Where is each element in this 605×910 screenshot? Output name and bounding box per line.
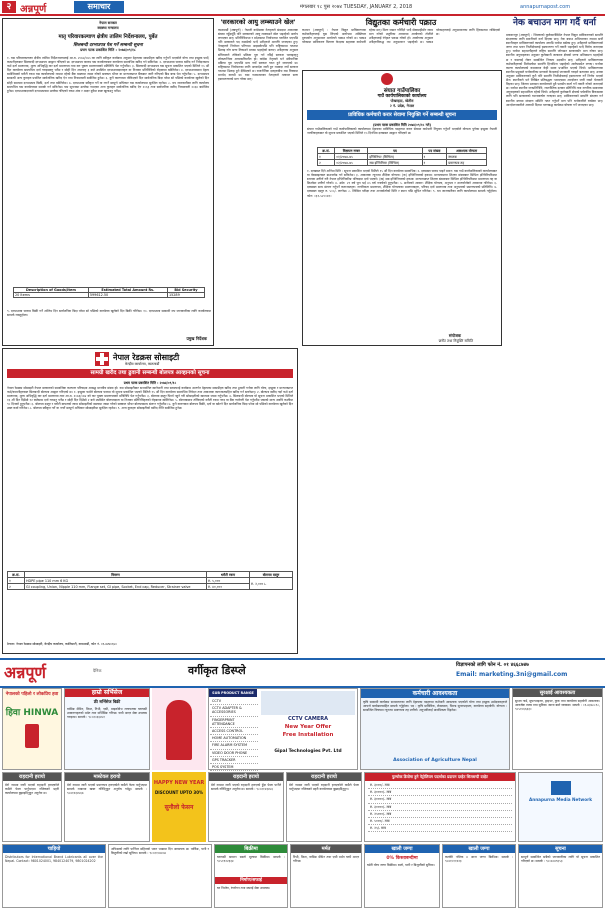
tender-col-amount: Estimated Total Amount Rs.	[88, 288, 167, 293]
notice-body: १. यस परिवारकल्याण क्षेत्रीय तालिम निर्देशनालयलाई आ.व. २०७४/०७५ का लागि स्वीकृत कार्यक्रम अनुसार देहायका सामग्रीहरु खरिद गर्नुपर्ने भएकोले योग्य तथा इच्छुक फर्म/कम्पनीहरुबाट सिलबन्दी दरभाउपत्र आह्वान गरिएको छ। दरभाउपत्र फाराम यस कार्यालयबाट कार्यालय समयभित्र खरिद गर्न सकिनेछ। २. दरभाउपत्र फाराम खरिद गर्न निवेदनसाथ फर्म दर्ता प्रमाणपत्र, मूल्य अभिवृद्धि कर दर्ता प्रमाणपत्र तथा कर चुक्ता प्रमाणपत्रको प्रतिलिपि पेश गर्नुपर्नेछ। ३. सिलबन्दी दरभाउपत्र यस सूचना प्रकाशित भएको मितिले १५ औं दिन कार्यालय समयभित्र दर्ता गराइसक्नु पर्नेछ र सोही दिन अपरान्ह ३ बजे उपस्थित दरभाउपत्रदाताहरु वा निजका प्रतिनिधिको रोहबरमा खोलिनेछ। ४. दरभाउपत्रसाथ देहाय बमोजिमको धरौटी रकम यस कार्यालयको नाममा रहेको बैंक खातामा जम्मा गरेको सक्कल भौचर वा मान्यताप्राप्त बैंकबाट जारी गरिएको बिड बण्ड पेश गर्नुपर्नेछ। ५. दरभाउपत्र सम्बन्धी अन्य कुराहरु प्रचलित सार्वजनिक खरिद ऐन तथा नियमावली बमोजिम हुनेछ। ६. कुनै कारणवश तोकिएको दिन सार्वजनिक बिदा परेमा सो पछिको कार्यालय खुलेको दिन सोही समयमा दरभाउपत्र बिक्री, दर्ता तथा खोलिनेछ। ७. दरभाउपत्र स्वीकृत गर्ने वा नगर्ने सम्पूर्ण अधिकार यस कार्यालयमा सुरक्षित रहनेछ। ८. थप जानकारीका लागि कार्यालय समयभित्र यस कार्यालयमा सम्पर्क गर्न सकिनेछ। यस सूचनामा उल्लेख नभएका अन्य कुराहरु सार्वजनिक खरिद ऐन २०६३ तथा सार्वजनिक खरिद नियमावली २०६४ बमोजिम हुनेछ। दरभाउपत्रदाताले दरभाउपत्रमा उल्लेख गरिएको रकम अंक र अक्षर दुवैमा स्पष्ट खुलाउनु पर्नेछ।	[7, 56, 209, 93]
sunaulo-text: सुनौलो फेसन	[164, 804, 194, 811]
ad-cctv-item: CCTV	[210, 698, 258, 705]
recruit-r1-c5: स्नातक	[447, 154, 487, 160]
land2-body: कलंकी नजिक ४ आना जग्गा बिक्रीमा। सम्पर्क : ९८४१०११२२३	[445, 855, 513, 864]
recruit-banner: प्राविधिक कर्मचारी करार सेवामा नियुक्ति गर्ने सम्बन्धी सूचना	[307, 110, 497, 120]
ad-services-head: हाम्रो सर्भिसेज	[65, 689, 149, 697]
ad-services-sub: फ्री सर्भिसेज बिक्री	[93, 699, 121, 704]
recruit-body: १. दरखास्त दिने अन्तिम मिति : सूचना प्रकाशित भएको मितिले १५ औं दिन कार्यालय समयभित्र। २. दरखास्त फारम पाइने स्थान: यस गाउँ कार्यपालिकाको कार्यालयबाट वा वेबसाइटबाट डाउनलोड गर्न सकिनेछ। ३. आवश्यक न्यूनतम शैक्षिक योग्यता: (क) इन्जिनियरको हकमा: मान्यताप्राप्त शिक्षण संस्थाबाट सिभिल इन्जिनियरिङमा स्नातक उत्तीर्ण गरी नेपाल इन्जिनियरिङ परिषदमा दर्ता भएको। (ख) सब इन्जिनियरको हकमा: मान्यताप्राप्त शिक्षण संस्थाबाट सिभिल इन्जिनियरिङमा प्रमाणपत्र तह वा डिप्लोमा उत्तीर्ण गरेको। ४. उमेर: २१ वर्ष पूरा भई ४५ वर्ष ननाघेको हुनुपर्नेछ। ५. छनौटको आधार: शैक्षिक योग्यता, अनुभव र अन्तर्वार्ताको आधारमा गरिनेछ। ६. दरखास्त साथ संलग्न गर्नुपर्ने कागजातहरु: नागरिकता प्रमाणपत्र, शैक्षिक योग्यताका प्रमाणपत्रहरु, परिषद दर्ता प्रमाणपत्र तथा अनुभवको प्रमाणपत्रको प्रतिलिपि। ७. दरखास्त दस्तुर रु. ५००/- लाग्नेछ। ८. लिखित परीक्षा तथा अन्तर्वार्ताको मिति र स्थान पछि सूचित गरिनेछ। ९. थप जानकारीका लागि कार्यालयमा सम्पर्क गर्नुहोला। फोन: ०३१-५२००७९।	[307, 169, 497, 198]
classified-brand-sub: दैनिक	[93, 668, 102, 673]
redcross-row2-deposit: रु. ४०,०००	[207, 584, 250, 590]
ad-security[interactable]	[512, 688, 603, 770]
redcross-sub: प्रथम पटक प्रकाशित मिति : २०७४/०९/१८	[123, 381, 177, 385]
ad-media-network[interactable]	[518, 772, 603, 842]
tender-cell-items: 20 Items	[14, 293, 89, 298]
article4-title: नेक बचाउन माग गर्दै धर्ना	[512, 18, 597, 28]
ad-cctv[interactable]	[208, 688, 358, 770]
article4-body: मकवानपुर (अन्नपूर्ण) : जिल्लाको कुलेखानीस्थित नेपाल विद्युत प्राधिकरणको सम्पत्ति संरक्षणका लागि स्थानीयले धर्ना दिएका छन्। नेक बचाउ अभियानका नाममा सयौं स्थानीयहरु प्राधिकरणको कार्यालय अगाडि धर्नामा बसेका हुन्। उनीहरुले प्राधिकरणको जग्गा तथा भवन निजीक्षेत्रलाई हस्तान्तरण गर्ने तयारी भइरहेको भन्दै विरोध जनाएका हुन्। धर्नामा सहभागीहरुले राष्ट्रिय सम्पत्ति जोगाउन सरकारसँग माग गरेका छन्। स्थानीय अगुवाहरुका अनुसार कुलेखानी जलाशय क्षेत्रको जग्गा अतिक्रमण भइरहेको छ र यसलाई रोक्न सम्बन्धित निकाय उदासीन छन्। उनीहरुले प्राधिकरणका कर्मचारीहरुको मिलेमतोमा सम्पत्ति हिनामिना भइरहेको आरोपसमेत लगाए। धर्नाका कारण कार्यालयको कामकाज केही समय प्रभावित भएको थियो। प्राधिकरणका स्थानीय प्रमुखले धर्नाकारीका मागबारे केन्द्रलाई जानकारी गराइने बताएका छन्। उनका अनुसार प्राधिकरणको कुनै पनि सम्पत्ति निजीक्षेत्रलाई हस्तान्तरण गर्ने निर्णय भएको छैन। स्थानीयले भने लिखित प्रतिबद्धता नआएसम्म आन्दोलन जारी राख्ने चेतावनी दिएका छन्। जिल्ला प्रशासन कार्यालयले दुवै पक्षसँग वार्ता गर्ने तयारी गरेको जनाएको छ। धर्नामा स्थानीय जनप्रतिनिधि, राजनीतिक दलका प्रतिनिधि तथा नागरिक समाजका अगुवाहरुको सहभागिता रहेको थियो। उनीहरुले कुलेखानी क्षेत्रको पर्यटकीय विकासका लागि पनि सरकारको ध्यानाकर्षण गराएका छन्। प्राधिकरणको सम्पत्ति संरक्षण गर्न स्थानीय स्तरमा संरक्षण समिति गठन गर्नुपर्ने माग पनि धर्नाकारीले राखेका छन्। आन्दोलनकारीले आगामी दिनमा चरणबद्ध कार्यक्रम घोषणा गर्ने जनाएका छन्।	[506, 33, 603, 107]
construction-head: निर्माण/सफाई	[215, 877, 287, 884]
tender-cell-security: 15289	[167, 293, 204, 298]
ad-hinwa[interactable]	[2, 688, 62, 770]
notice-footer-text: ९. दरभाउपत्र फाराम बिक्री गर्ने अन्तिम दिन सार्वजनिक बिदा परेमा सो पछिको कार्यालय खुलेको दिन बिक्री गरिनेछ। १०. दरभाउपत्र सम्बन्धी थप जानकारीका लागि कार्यालयमा सम्पर्क राख्नुहोला।	[7, 309, 211, 318]
rate-row: रु. ३००००/- मात्र	[368, 789, 512, 796]
ad-cctv-item: FIRE ALARM SYSTEM	[210, 742, 258, 749]
wanted-body: Distributors for International Brand Lubricants all over the Nepal. Contact: 9801024001, 9840124079, 9801024202	[5, 855, 103, 864]
ad-cctv-item: ACCESS CONTROL	[210, 728, 258, 735]
recruit-r2-c3: सब इन्जिनियर (सिभिल)	[368, 160, 422, 166]
article2-title: 'सरकारको आयु लम्ब्याउने खेल'	[220, 18, 296, 26]
redcross-fee: रु. २,०००।–	[250, 578, 293, 590]
article2-body: काठमाडौं (अन्नपूर्ण) : नेपाली कांग्रेसका नेताहरुले संसदमा आवश्यक संख्या नहुँदाहुँदै पनि सरकारको आयु लम्ब्याउने खेल भइरहेको आरोप लगाएका छन्। प्रतिनिधिसभा र प्रदेशसभा निर्वाचनमा पराजित भएपछि पनि सरकारले पद नछाडेको भन्दै उनीहरुले आपत्ति जनाएका हुन्। नेताहरुले निर्वाचन परिणाम आइसकेपछि पनि राष्ट्रियसभा गठनमा ढिलाइ गरेर सत्ता टिकाउने प्रयास भइरहेको बताए। उनीहरुका अनुसार संविधानले तोकेको प्रक्रिया पूरा गर्न नदिई सरकार चलाइरहनु लोकतान्त्रिक अभ्यासविपरीत हो। कांग्रेस नेतृत्वले भने संवैधानिक प्रक्रिया पूरा भएपछि मात्र नयाँ सरकार गठन हुने जनाएको छ। राष्ट्रियसभा निर्वाचनका लागि अध्यादेश जारी हुन नसक्दा नयाँ सरकार गठनमा ढिलाइ हुने देखिएको छ। राजनीतिक दलहरुबीच यस विषयमा मतभेद कायमै छ। वाम गठबन्धनका नेताहरुले तत्काल सत्ता हस्तान्तरणको माग गरेका छन्।	[218, 28, 298, 82]
rate-row: रु. ३०००/- मात्र	[368, 782, 512, 789]
recruit-r2-c1: २	[318, 160, 335, 166]
ad-notice[interactable]	[518, 844, 603, 908]
ad-cctv-item: HOME AUTOMATION	[210, 735, 258, 742]
ad-lost-2[interactable]	[64, 772, 150, 842]
recruit-r2-c2: ०२/२०७४-७५	[335, 160, 368, 166]
recruit-col-post: पद	[368, 148, 422, 154]
ad-security-head: सुरक्षाई आवश्यकता	[513, 689, 602, 697]
bottle-icon	[25, 724, 39, 748]
ad-petroleum-rates[interactable]	[364, 772, 516, 842]
ad-cctv-offer: New Year Offer	[284, 724, 332, 730]
ad-hinwa-head: नेपालको पहिलो र लोकप्रिय हवा	[5, 692, 59, 697]
classified-title: वर्गीकृत डिस्प्ले	[188, 664, 246, 677]
redcross-col-sn: क्र.सं.	[8, 572, 25, 578]
ad-cctv-item: POS SYSTEM	[210, 764, 258, 771]
classified-brand: अन्नपूर्ण	[4, 663, 47, 682]
notice-head: सूचना	[519, 845, 602, 853]
page-number: २	[2, 1, 16, 13]
tender-table	[13, 287, 205, 298]
recruit-col-count: पद संख्या	[422, 148, 447, 154]
lost4-head: राहदानी हरायो	[287, 773, 361, 781]
lost2-head: मास्टेयल हरायो	[65, 773, 149, 781]
rate-row: रु. २५/- मात्र	[368, 825, 512, 832]
forsale-head: बिक्रीमा	[215, 845, 287, 853]
ad-for-sale[interactable]	[214, 844, 288, 908]
discount-text: DISCOUNT UPTO 30%	[154, 790, 204, 795]
rate-row: रु. २५०००/- मात्र	[368, 811, 512, 818]
recruit-r2-c4: १	[422, 160, 447, 166]
redcross-row1-deposit: रु. ५,०००	[207, 578, 250, 584]
redcross-logo-icon	[95, 352, 109, 366]
ad-cctv-banner: CCTV CAMERA	[287, 716, 328, 722]
ad-lost-3[interactable]	[208, 772, 284, 842]
construction-body: घर निर्माण, रंगरोगन तथा सफाई सेवा उपलब्ध।	[217, 886, 271, 890]
model-image	[166, 700, 192, 760]
redcross-body: नेपाल रेडक्रस सोसाइटी नेपाल सरकारको सामाजिक कल्याण परिषदमा आबद्ध मानवीय संस्था हो। यस सोसाइटीबाट सञ्चालित खानेपानी तथा सरसफाई कार्यक्रम अन्तर्गत देहायका सामग्रीहरु खरिद तथा ढुवानी गर्नका लागि योग्य, इच्छुक र मान्यताप्राप्त फर्म/कम्पनीहरुबाट सिलबन्दी बोलपत्र आह्वान गरिएको छ। १. इच्छुक फर्मले बोलपत्र फाराम यो सूचना प्रकाशित भएको मितिले १५ औं दिन कार्यालय समयभित्र निवेदन तथा आवश्यक कागजातसहित खरिद गर्न सक्नेछन्। २. बोलपत्र खरिद गर्दा फर्म दर्ता प्रमाणपत्र, मूल्य अभिवृद्धि कर दर्ता प्रमाणपत्र तथा आ.व. २०७३/०७४ को कर चुक्ता प्रमाणपत्रको प्रतिलिपि पेश गर्नुपर्नेछ। ३. बोलपत्र दस्तुर फिर्ता नहुने गरी सोसाइटीको खातामा जम्मा गर्नुपर्नेछ। ४. सिलबन्दी बोलपत्र यो सूचना प्रकाशित भएको मितिले १६ औं दिन दिउँसो १२ बजेसम्म दर्ता गराउनु पर्नेछ र सोही दिन दिउँसो २ बजे उपस्थित बोलपत्रदाता वा निजका प्रतिनिधिहरुको रोहबरमा खोलिनेछ। ५. बोलपत्रसाथ तोकिएको धरौटी रकम नगद वा बैंक ग्यारेण्टी पेश गर्नुपर्नेछ जसको मान्य अवधि कम्तीमा ९० दिनको हुनुपर्नेछ। ६. बोलपत्र दस्तुर र धरौटी बापतको रकम सोसाइटीको खातामा जम्मा गरेको सक्कल भौचर बोलपत्रसाथ संलग्न गर्नुपर्नेछ। ७. कुनै कारणवश बोलपत्र बिक्री, दर्ता वा खोल्ने दिन सार्वजनिक बिदा परेमा सो पछिको कार्यालय खुलेको दिन उक्त कार्य गरिनेछ। ८. बोलपत्र स्वीकृत गर्ने वा नगर्ने सम्पूर्ण अधिकार सोसाइटीमा सुरक्षित रहनेछ। ९. अन्य कुराहरु सोसाइटीको खरिद नीति बमोजिम हुनेछ।	[7, 386, 293, 411]
recruit-office: गाउँ कार्यपालिकाको कार्यालय	[377, 94, 427, 99]
ad-jobs-head: कर्मचारी आवश्यकता	[361, 689, 509, 698]
article3-body: कञ्चन (अन्नपूर्ण) : नेपाल विद्युत प्राधिकरणका कर्मचारीहरुलाई घूस लिएको आरोपमा अख्तियार दुरुपयोग अनुसन्धान आयोगले पक्राउ गरेको छ। पक्राउ परेकामा प्राधिकरण वितरण केन्द्रका सहायक कर्मचारी रहेका छन्। मिटर जडान गरिदिने भन्दै सेवाग्राहीसँग रकम माग गरेको उजुरीका आधारमा आयोगको टोलीले उनीहरुलाई रंगेहात पक्राउ गरेको हो। आयोगका अनुसार उनीहरुविरुद्ध थप अनुसन्धान भइरहेको छ। पक्राउ परेकाहरुलाई अनुसन्धानका लागि हिरासतमा राखिएको छ।	[302, 28, 500, 45]
recruit-intro: संघात गाउँपालिकाको गाउँ कार्यपालिकाको कार्यालयमा देहायका प्राविधिक पदहरुमा करार सेवामा कर्मचारी नियुक्त गर्नुपर्ने भएकोले योग्यता पुगेका इच्छुक नेपाली नागरिकहरुबाट यो सूचना प्रकाशित भएको मितिले १५ दिनभित्र दरखास्त आह्वान गरिएको छ।	[307, 127, 497, 136]
forsale-body: घरायसी सामान सस्तो मूल्यमा बिक्रीमा। सम्पर्क : ९८५११२२३३४	[217, 855, 285, 864]
brand-logo: अन्नपूर्ण	[20, 4, 47, 15]
site-url[interactable]: annapurnapost.com	[520, 4, 571, 10]
redcross-col-desc: विवरण	[25, 572, 207, 578]
recruit-col-sn: क्र.सं.	[318, 148, 335, 154]
lost4-body: मेरो नाममा जारी भएको राहदानी हराएकोले कसैले फेला पार्नुभएमा नजिकको प्रहरी कार्यालयमा बुझाइदिनुहुन।	[289, 783, 359, 792]
ad-happy-new-year[interactable]	[152, 772, 206, 842]
ad-security-body: सुरक्षा गार्ड, सुपरभाइजर, ड्राइभर, कुक तथा कार्यालय सहयोगी आवश्यक। आकर्षक तलब तथा सुविधा। खाना बस्ने व्यवस्था। सम्पर्क : ०१-४३७८८९८, ९८५१०६६६३०	[515, 699, 600, 712]
org-top: नेपाल सरकार	[99, 21, 117, 25]
ad-lost-4[interactable]	[286, 772, 362, 842]
lost2-body: मेरो नाममा जारी भएको प्रमाणपत्र हराएकोले कसैले फेला पार्नुभएमा सम्पर्क नम्बरमा खबर गरिदिनुहुन अनुरोध गर्दछु। सम्पर्क : ९८४१२३४५६७	[67, 783, 147, 796]
lost3-body: मेरो नाममा जारी भएको राहदानी हराएको हुँदा फेला पार्नेले सम्पर्क गरिदिनुहुन अनुरोध छ। सम्पर्क : ९८५११२३४५६	[211, 783, 281, 792]
recruit-banner-sub: (प्रथम पटक प्रकाशित मिति २०७४/०९/१८ गते)	[372, 123, 432, 127]
ad-land-2[interactable]	[442, 844, 516, 908]
recruit-col-ad: विज्ञापन नम्बर	[335, 148, 368, 154]
lost3-head: राहदानी हरायो	[209, 773, 283, 781]
recruit-r1-c3: इन्जिनियर (सिभिल)	[368, 154, 422, 160]
ad-hinwa-brand: हिवा HINWA	[5, 708, 59, 718]
ad-wanted[interactable]	[2, 844, 106, 908]
org-title: मातृ परिवारकल्याण क्षेत्रीय तालिम निर्देशनालय, पुर्बेत	[58, 34, 158, 40]
ad-lost-1[interactable]	[2, 772, 62, 842]
land1-body: घडेरी योग्य जग्गा बिक्रीमा। बाटो, पानी र बिजुलीको सुविधा।	[367, 863, 435, 867]
recruit-r1-c4: १	[422, 154, 447, 160]
article3-title: विद्युतका कर्मचारी पक्राउ	[365, 18, 437, 27]
redcross-col-fee: बोलपत्र दस्तुर	[250, 572, 293, 578]
recruit-org: संघात गाउँपालिका	[383, 88, 421, 94]
article-column-3	[302, 18, 500, 68]
land2-head: खाली जग्गा	[443, 845, 515, 853]
ad-cctv-item: GPS TRACKER	[210, 757, 258, 764]
cctv-camera-icon	[261, 691, 355, 715]
redcross-col-deposit: धरौटी रकम	[207, 572, 250, 578]
redcross-row1: HDPE pipe 110 mm 6 KG	[25, 578, 207, 584]
rate-row: रु. ३००००/- मात्र	[368, 796, 512, 803]
tender-cell-amount: 599612.50	[88, 293, 167, 298]
recruit-r1-c2: ०१/२०७४-७५	[335, 154, 368, 160]
tender-col-description: Description of Goods/Item	[14, 288, 89, 293]
ad-land-1[interactable]	[364, 844, 440, 908]
ad-jobs[interactable]	[360, 688, 510, 770]
redcross-row-sn: १	[8, 578, 25, 584]
ad-cctv-item: VIDEO DOOR PHONE	[210, 750, 258, 757]
ad-jobs-org: Association of Agriculture Nepal	[393, 758, 477, 763]
ad-services-body: वासिङ मेसिन, फ्रिज, टिभी, एसी, माइक्रोवेभ लगायतका घरायसी उपकरणहरुको मर्मत तथा सर्भिसिङ गरिन्छ। घरमै आएर सेवा उपलब्ध गराइन्छ। सम्पर्क : ९८५१०६६४५१	[67, 707, 147, 720]
recruit-signoff: संयोजक	[448, 333, 461, 338]
dateline: मंगलबार १८ पुस २०७४ TUESDAY, JANUARY 2, 2018	[300, 4, 413, 10]
ad-fashion-photo[interactable]	[152, 688, 206, 770]
recruit-r1-c1: १	[318, 154, 335, 160]
redcross-table	[7, 571, 293, 590]
notice-title: सिलबन्दी दरभाउपत्र पेश गर्ने सम्बन्धी सूचना	[73, 43, 143, 48]
lost1-head: राहदानी हरायो	[3, 773, 61, 781]
land1-head: खाली जग्गा	[365, 845, 439, 853]
classified-phone: विज्ञापनको लागि फोन नं. ०१ ४६६८७४७	[456, 662, 529, 668]
classified-email[interactable]: Email: marketing.3ni@gmail.com	[456, 671, 568, 678]
redcross-org: नेपाल रेडक्रस सोसाइटी	[113, 353, 180, 362]
org-mid: स्वास्थ्य मन्त्रालय	[97, 26, 119, 30]
ad-cctv-company: Gipal Technologies Pvt. Ltd	[274, 749, 342, 754]
recruit-table	[317, 147, 487, 166]
recruit-r2-c5: प्रमाणपत्र तह	[447, 160, 487, 166]
recruit-col-qual: आवश्यक योग्यता	[447, 148, 487, 154]
ad-cctv-item: CCTV ADAPTER & ACCESSORIES	[210, 705, 258, 716]
section-label: समाचार	[74, 1, 124, 13]
ad-cctv-range: SUB PRODUCT RANGE	[209, 689, 257, 697]
recruit-address: पोखरहाट, खेतौरा	[390, 99, 414, 103]
petroleum-head: पुल्चोक डिपोमा हुने पेट्रोलियम पदार्थका प्रदायन दरहेट सिलबन्दी दरहेट	[365, 773, 515, 781]
notice-body-small: सम्पूर्ण सम्बन्धित सबैको जानकारीका लागि यो सूचना प्रकाशित गरिएको छ। सम्पर्क : ९८०७०४९६५३	[521, 855, 600, 864]
rate-row: रु. ५०००/- मात्र	[368, 818, 512, 825]
tender-notice-health	[2, 18, 214, 346]
petroleum-list	[368, 782, 512, 832]
redcross-footer: ठेगाना: नेपाल रेडक्रस सोसाइटी, केन्द्रीय कार्यालय, कालिमाटी, काठमाडौं, फोन नं. ०१-४२७०६५०	[7, 642, 117, 646]
ad-cctv-offer2: Free Installation	[282, 732, 334, 738]
ad-misc-1[interactable]	[108, 844, 212, 908]
redcross-notice	[2, 348, 298, 654]
notice-signoff: प्रमुख निर्देशक	[186, 336, 207, 341]
article-column-4	[506, 18, 603, 654]
redcross-office: केन्द्रीय कार्यालय, काठमाडौं	[125, 362, 160, 366]
tender-col-bid-security: Bid Security	[167, 288, 204, 293]
ad-services[interactable]	[64, 688, 150, 770]
recruitment-notice	[302, 70, 502, 346]
misc1-body: अफिसको लागि फर्निचर सहितको भवन भाडामा दिन आवश्यक छ। पार्किङ, पानी र बिजुलीको राम्रो सुविधा। सम्पर्क : ९८५११०४४५४	[111, 847, 209, 856]
redcross-row-sn: २	[8, 584, 25, 590]
media-name: Annapurna Media Network	[528, 797, 592, 802]
redcross-row2: GI coupling, Union, Nipple 110 mm, Flange set, GI pipe, Socket, End cap, Reducer, Strainer valve	[25, 584, 207, 590]
repair-body: टिभी, फ्रिज, वासिङ मेसिन तथा एसी मर्मत घरमै आएर गरिन्छ।	[293, 855, 359, 864]
media-logo-icon	[551, 781, 571, 795]
redcross-banner: सामग्री खरीद तथा ढुवानी सम्बन्धी बोलपत्र आव्हानको सूचना	[7, 369, 293, 378]
ad-repair[interactable]	[290, 844, 362, 908]
notice-subtitle: प्रथम पटक प्रकाशित मिति : २०७४/०९/१८	[80, 48, 136, 52]
wanted-head: चाहियो	[3, 845, 105, 853]
repair-head: मर्मत	[291, 845, 361, 853]
lost1-body: मेरो नाममा जारी भएको राहदानी हराएकोले कसैले फेला पार्नुभएमा नजिकको प्रहरी कार्यालयमा बुझाइदिनुहुन अनुरोध छ।	[5, 783, 59, 796]
recruit-signoff2: छनौट तथा नियुक्ति समिति	[438, 339, 473, 343]
government-emblem-icon	[381, 73, 393, 85]
recruit-province: २ नं. प्रदेश, नेपाल	[389, 104, 415, 108]
ad-jobs-body: कृषि सम्बन्धी कार्यक्रम सञ्चालनका लागि देहायका पदहरुमा कर्मचारी आवश्यक भएकोले योग्य तथा इच्छुक उम्मेदवारहरुले आफ्नो बायोडाटासहित सम्पर्क गर्नुहोला। पद : कृषि प्राविधिक, लेखापाल, फिल्ड सुपरभाइजर, कार्यालय सहयोगी। योग्यता : सम्बन्धित विषयमा न्यूनतम प्रमाणपत्र तह उत्तीर्ण। अनुभवीलाई प्राथमिकता दिइनेछ।	[363, 700, 507, 713]
article-column-2	[218, 18, 298, 346]
happy-text: HAPPY NEW YEAR	[153, 780, 205, 786]
rate-row: रु. ३००००/- मात्र	[368, 804, 512, 811]
ad-cctv-item: FINGERPRINT ATTENDANCE	[210, 717, 258, 728]
installment-text: 0% किस्ताबन्दीमा	[386, 856, 418, 861]
